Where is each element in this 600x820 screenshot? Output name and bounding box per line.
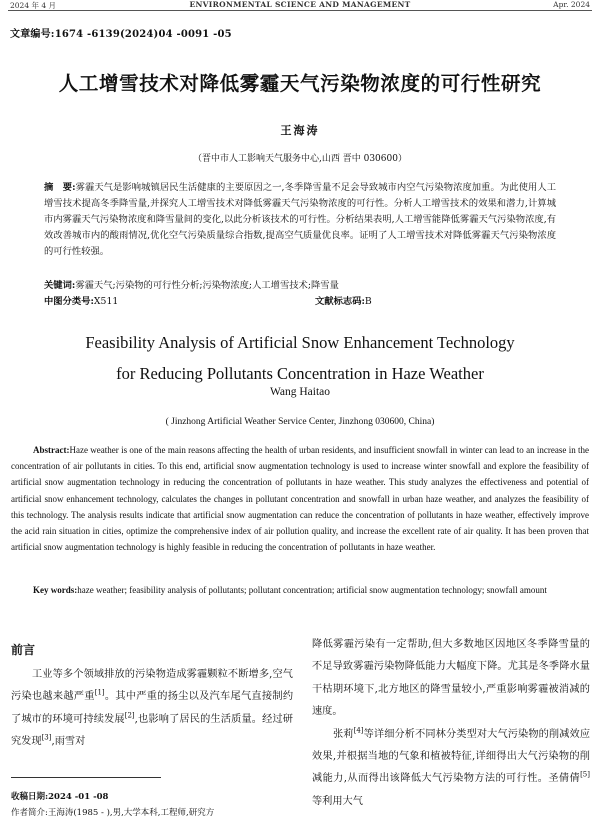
citation-3: [3] — [41, 733, 52, 742]
keywords-en-text: haze weather; feasibility analysis of pollutants; pollutant concentration; artificial snow augmentation technology; snowfall amount — [77, 585, 547, 595]
keywords-cn — [44, 278, 564, 294]
left-text-d: ,雨雪对 — [51, 736, 86, 748]
right-text-c: 等利用大气 — [312, 795, 363, 807]
keywords-en — [11, 582, 589, 598]
classification-label: 中图分类号: — [44, 296, 94, 307]
right-text-a: 张莉 — [333, 728, 354, 740]
citation-2: [2] — [124, 711, 135, 720]
header-date: 2024 年 4 月 — [10, 1, 57, 10]
left-text-b: 。其中严重的扬尘以及汽车尾气直接制约了城市的环境可持续发展 — [11, 691, 294, 725]
footnote-received: 收稿日期:2024 -01 -08 — [11, 792, 109, 802]
abstract-en-text: Haze weather is one of the main reasons affecting the health of urban residents, and insufficient snowfall in winter can lead to an increase in the concentration of air pollutants in cities. To this end, artificial snow augmentation technology is used to increase winter snowfall and explore the feasibility of artificial snow augmentation technology in reducing the concentration of pollutants in haze weather. This study analyzes the effectiveness and potential of artificial snow enhancement technology, calculates the changes in pollutant concentration and snowfall in urban haze weather, and analyzes the feasibility of this technology. The analysis results indicate that artificial snow augmentation can reduce the concentration of pollutants in haze weather, effectively improve the acid rain situation in cities, optimize the comprehensive index of air pollution quality, and increase the excellent rate of air quality. It has been proven that artificial snow augmentation technology is highly feasible in reducing the concentration of pollutants in haze weather. — [11, 445, 589, 553]
title-en — [0, 330, 600, 386]
abstract-cn-text: 雾霾天气是影响城镇居民生活健康的主要原因之一,冬季降雪量不足会导致城市内空气污染物浓度加重。为此使用人工增雪技术提高冬季降雪量,并探究人工增雪技术对降低雾霾天气污染物浓度的可行性。分析人工增雪技术的效果和潜力,计算城市内雾霾天气污染物浓度和降雪量间的变化,以此分析该技术的可行性。分析结果表明,人工增雪能降低雾霾天气污染物浓度,有效改善城市内的酸雨情况,优化空气污染质量综合指数,提高空气质量优良率。证明了人工增雪技术对降低雾霾天气污染物浓度的可行性较强。 — [44, 182, 556, 257]
article-number: 文章编号:1674 -6139(2024)04 -0091 -05 — [10, 29, 232, 40]
title-en-line1: Feasibility Analysis of Artificial Snow Enhancement Technology — [85, 333, 515, 352]
abstract-cn-label: 摘 要: — [44, 182, 76, 193]
right-paragraph-2 — [312, 724, 590, 814]
author-cn: 王海涛 — [280, 124, 320, 137]
abstract-en-label: Abstract: — [33, 445, 70, 455]
right-text-b: 等详细分析不同林分类型对大气污染物的削减效应效果,并根据当地的气象和植被特征,详细得出大气污染物的削减能力,从而得出该降低大气污染物方法的可行性。圣倩倩 — [312, 728, 591, 785]
affiliation-cn: （晋中市人工影响天气服务中心,山西 晋中 030600） — [193, 154, 407, 164]
classification-number — [44, 294, 118, 310]
affiliation-en: ( Jinzhong Artificial Weather Service Center, Jinzhong 030600, China) — [165, 417, 435, 427]
right-column — [312, 634, 590, 813]
header-journal: ENVIRONMENTAL SCIENCE AND MANAGEMENT — [189, 0, 411, 9]
left-column-paragraph — [11, 664, 293, 754]
keywords-cn-text: 雾霾天气;污染物的可行性分析;污染物浓度;人工增雪技术;降雪量 — [75, 280, 339, 291]
document-code — [315, 294, 372, 310]
footnote-rule — [11, 777, 161, 778]
document-code-label: 文献标志码: — [315, 296, 365, 307]
classification-value: X511 — [93, 296, 119, 307]
citation-1: [1] — [94, 689, 105, 698]
abstract-en — [11, 442, 589, 555]
left-text-a: 工业等多个领域排放的污染物造成雾霾颗粒不断增多,空气污染也越来越严重 — [11, 669, 293, 703]
footnote-author-bio: 作者简介:王海涛(1985 - ),男,大学本科,工程师,研究方 — [11, 808, 215, 818]
keywords-cn-label: 关键词: — [44, 280, 76, 291]
header-issue: Apr. 2024 — [553, 0, 590, 9]
title-en-line2: for Reducing Pollutants Concentration in Haze Weather — [116, 364, 484, 383]
title-cn: 人工增雪技术对降低雾霾天气污染物浓度的可行性研究 — [58, 72, 542, 95]
author-en: Wang Haitao — [269, 386, 331, 398]
citation-5: [5] — [580, 771, 590, 780]
section-heading: 前言 — [11, 643, 36, 657]
left-text-c: ,也影响了居民的生活质量。经过研究发现 — [11, 713, 293, 748]
header-rule — [8, 10, 592, 11]
right-paragraph-1: 降低雾霾污染有一定帮助,但大多数地区因地区冬季降雪量的不足导致雾霾污染物降低能力大幅度下降。尤其是冬季降水量干枯期环境下,北方地区的降雪量较小,严重影响雾霾被消减的速度。 — [312, 639, 590, 718]
keywords-en-label: Key words: — [33, 585, 78, 595]
document-code-value: B — [364, 296, 372, 307]
citation-4: [4] — [353, 726, 364, 735]
abstract-cn — [44, 180, 556, 260]
